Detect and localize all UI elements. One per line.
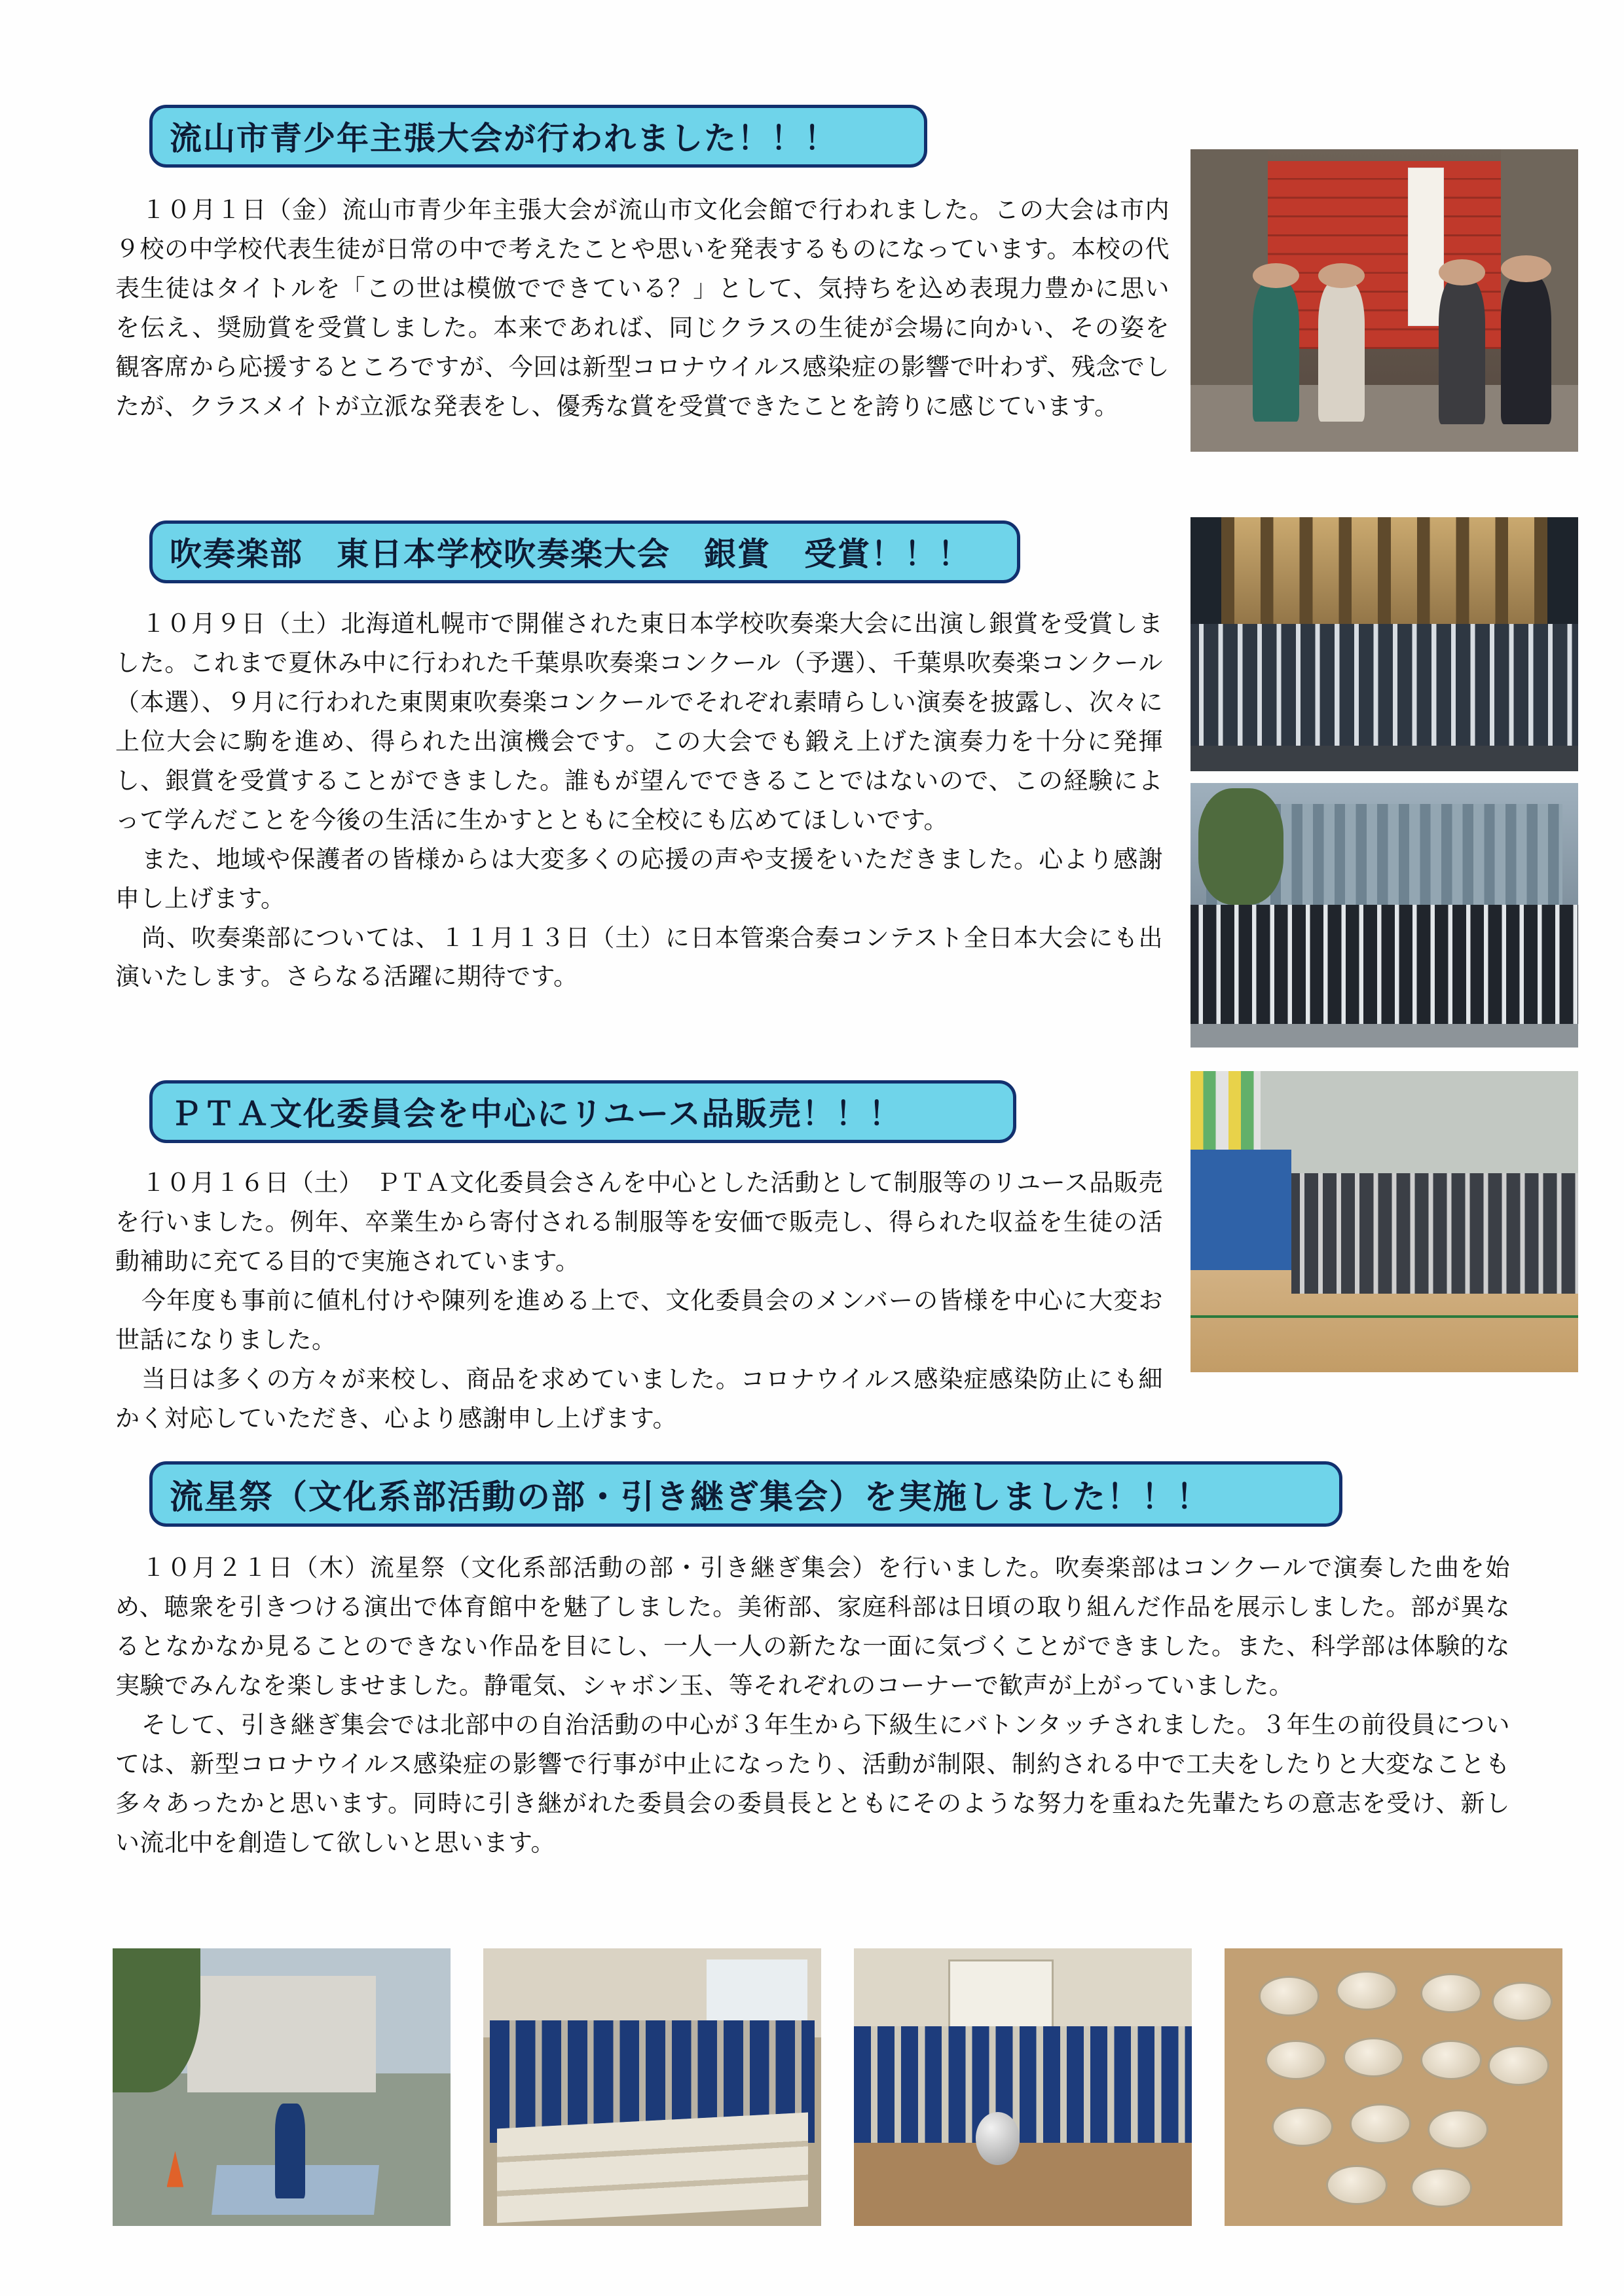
paragraph: １０月２１日（木）流星祭（文化系部活動の部・引き継ぎ集会）を行いました。吹奏楽部はコンクールで演奏した曲を始め、聴衆を引きつける演出で体育館中を魅了しました。美術部、家庭科部は日頃の取り組んだ作品を展示しました。部が異なるとなかなか見ることのできない作品を目にし、一人一人の新たな一面に気づくことができました。また、科学部は体験的な実験でみんなを楽しませました。静電気、シャボン玉、等それぞれのコーナーで歓声が上がっていました。: [115, 1555, 1510, 1700]
section-heading-text: 流星祭（文化系部活動の部・引き継ぎ集会）を実施しました！！！: [170, 1478, 1211, 1517]
section-heading-seishonen: [149, 105, 927, 168]
paragraph: １０月９日（土）北海道札幌市で開催された東日本学校吹奏楽大会に出演し銀賞を受賞しました。これまで夏休み中に行われた千葉県吹奏楽コンクール（予選）、千葉県吹奏楽コンクール（本選）、９月に行われた東関東吹奏楽コンクールでそれぞれ素晴らしい演奏を披露し、次々に上位大会に駒を進め、得られた出演機会です。この大会でも鍛え上げた演奏力を十分に発揮し、銀賞を受賞することができました。誰もが望んでできることではないので、この経験によって学んだことを今後の生活に生かすとともに全校にも広めてほしいです。: [115, 611, 1163, 834]
section-heading-text: 流山市青少年主張大会が行われました！！！: [170, 120, 838, 157]
paragraph: そして、引き継ぎ集会では北部中の自治活動の中心が３年生から下級生にバトンタッチされました。３年生の前役員については、新型コロナウイルス感染症の影響で行事が中止になったり、活動が制限、制約される中で工夫をしたりと大変なことも多々あったかと思います。同時に引き継がれた委員会の委員長とともにそのような努力を重ねた先輩たちの意志を受け、新しい流北中を創造して欲しいと思います。: [115, 1711, 1510, 1857]
section-body-seishonen: [115, 191, 1170, 427]
paragraph: 尚、吹奏楽部については、１１月１３日（土）に日本管楽合奏コンテスト全日本大会にも出演いたします。さらなる活躍に期待です。: [115, 924, 1163, 991]
section-heading-text: ＰＴＡ文化委員会を中心にリユース品販売！！！: [170, 1095, 902, 1133]
paragraph: １０月１６日（土） ＰＴＡ文化委員会さんを中心とした活動として制服等のリユース品販売を行いました。例年、卒業生から寄付される制服等を安価で販売し、得られた収益を生徒の活動補助に充てる目的で実施されています。: [115, 1170, 1163, 1275]
paragraph: １０月１日（金）流山市青少年主張大会が流山市文化会館で行われました。この大会は市内９校の中学校代表生徒が日常の中で考えたことや思いを発表するものになっています。本校の代表生徒はタイトルを「この世は模倣でできている？」として、気持ちを込め表現力豊かに思いを伝え、奨励賞を受賞しました。本来であれば、同じクラスの生徒が会場に向かい、その姿を観客席から応援するところですが、今回は新型コロナウイルス感染症の影響で叶わず、残念でしたが、クラスメイトが立派な発表をし、優秀な賞を受賞できたことを誇りに感じています。: [115, 197, 1170, 420]
photo-science-experiment: [854, 1948, 1192, 2226]
photo-band-night: [1190, 517, 1578, 771]
paragraph: 今年度も事前に値札付けや陳列を進める上で、文化委員会のメンバーの皆様を中心に大変お世話になりました。: [115, 1287, 1163, 1354]
photo-exhibition-room: [483, 1948, 821, 2226]
section-heading-suisougaku: [149, 520, 1020, 583]
paragraph: 当日は多くの方々が来校し、商品を求めていました。コロナウイルス感染症感染防止にも細かく対応していただき、心より感謝申し上げます。: [115, 1366, 1163, 1432]
photo-award-ceremony: [1190, 149, 1578, 452]
section-body-ryuseisai: [115, 1549, 1510, 1863]
section-heading-pta: [149, 1080, 1016, 1143]
section-heading-ryuseisai: [149, 1461, 1342, 1527]
section-heading-text: 吹奏楽部 東日本学校吹奏楽大会 銀賞 受賞！！！: [170, 536, 972, 573]
photo-soap-bubbles: [113, 1948, 451, 2226]
photo-gym-reuse-sale: [1190, 1071, 1578, 1372]
section-body-pta: [115, 1164, 1163, 1439]
photo-band-day: [1190, 783, 1578, 1048]
photo-craft-plates: [1225, 1948, 1562, 2226]
paragraph: また、地域や保護者の皆様からは大変多くの応援の声や支援をいただきました。心より感謝申し上げます。: [115, 846, 1163, 913]
section-body-suisougaku: [115, 605, 1163, 997]
